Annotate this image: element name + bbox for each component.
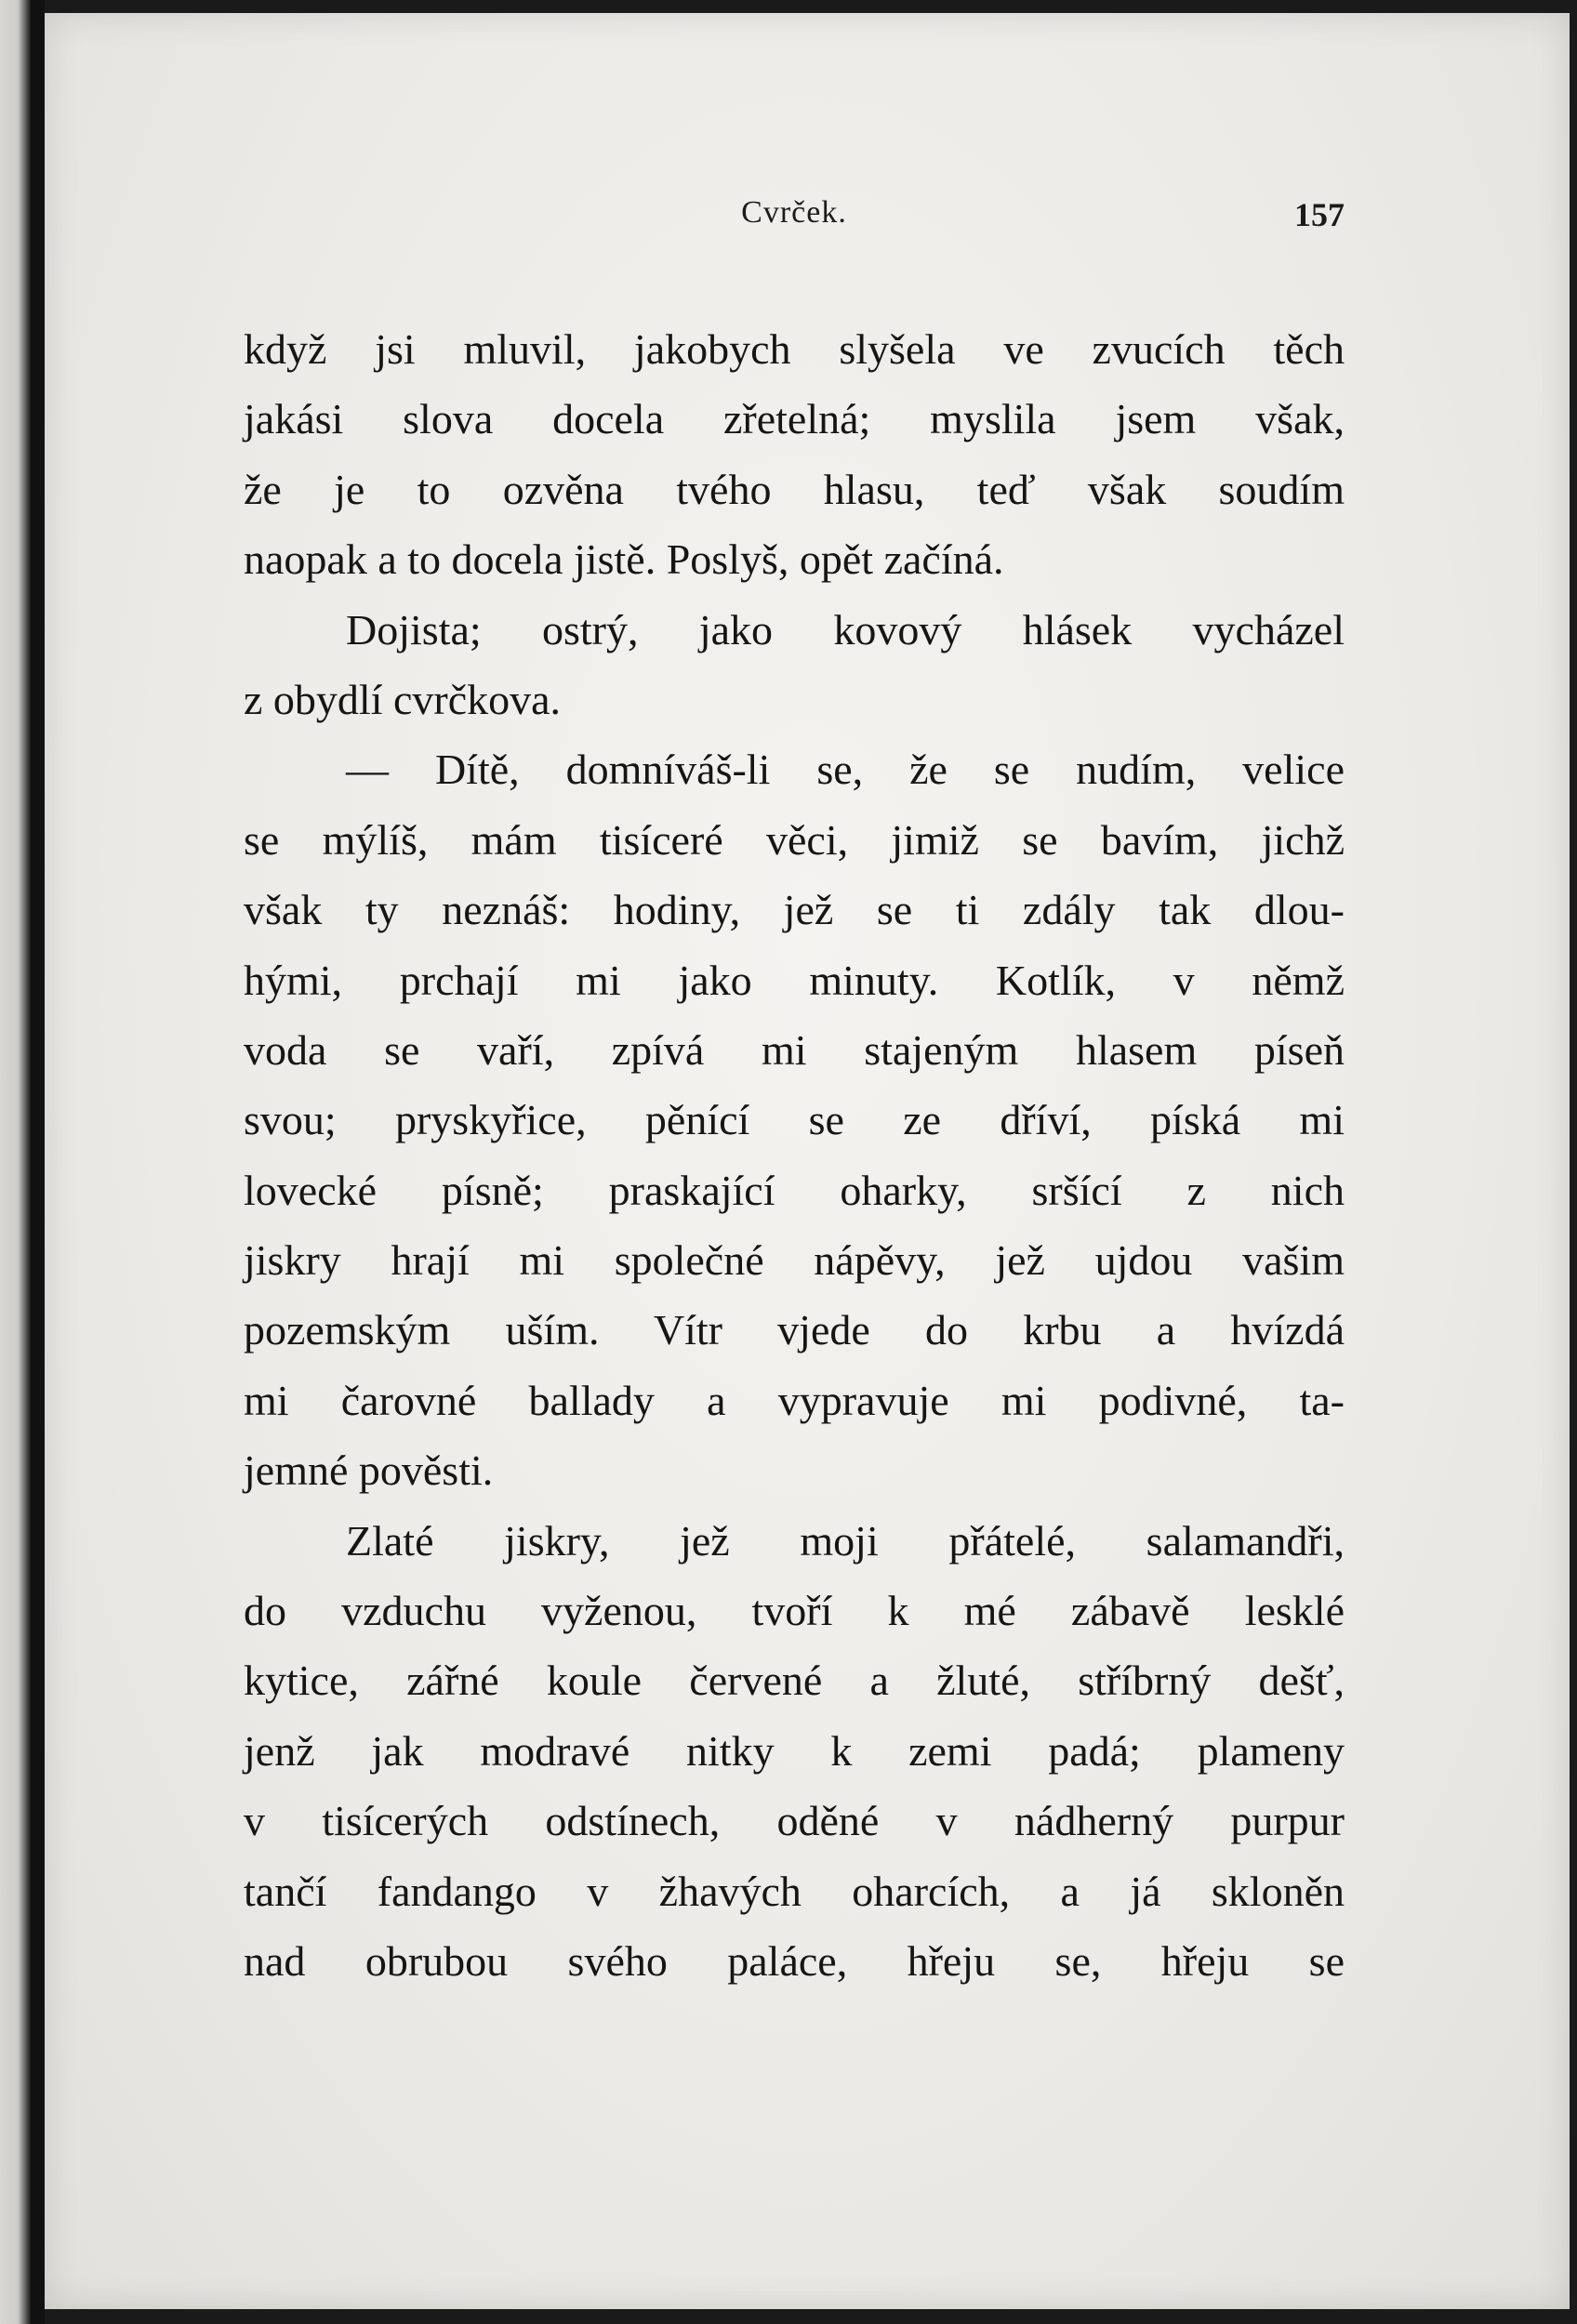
text-line: Dojista; ostrý, jako kovový hlásek vycházel [346, 605, 1345, 654]
text-line: pozemským uším. Vítr vjede do krbu a hvízdá [244, 1306, 1345, 1354]
text-line: z obydlí cvrčkova. [244, 675, 562, 723]
text-line: že je to ozvěna tvého hlasu, teď však soudím [244, 465, 1345, 513]
book-spine-edge [0, 0, 45, 2324]
text-line: když jsi mluvil, jakobych slyšela ve zvucích těch [244, 325, 1345, 373]
text-line: Zlaté jiskry, jež moji přátelé, salamandři, [346, 1516, 1345, 1565]
running-title: Cvrček. [741, 195, 847, 230]
text-line: tančí fandango v žhavých oharcích, a já skloněn [244, 1867, 1345, 1915]
text-line: jemné pověsti. [244, 1446, 494, 1495]
text-line: mi čarovné ballady a vypravuje mi podivné, ta- [244, 1376, 1345, 1424]
text-line: — Dítě, domníváš-li se, že se nudím, velice [346, 746, 1345, 794]
text-line: jakási slova docela zřetelná; myslila jsem však, [244, 395, 1345, 443]
text-line: v tisícerých odstínech, oděné v nádherný purpur [244, 1797, 1345, 1845]
page-number: 157 [1294, 196, 1345, 233]
text-line: kytice, zářné koule červené a žluté, stříbrný dešť, [244, 1657, 1345, 1705]
text-line: hými, prchají mi jako minuty. Kotlík, v němž [244, 956, 1345, 1004]
text-line: svou; pryskyřice, pěnící se ze dříví, píská mi [244, 1096, 1345, 1144]
text-line: jenž jak modravé nitky k zemi padá; plameny [244, 1726, 1345, 1775]
text-line: do vzduchu vyženou, tvoří k mé zábavě lesklé [244, 1587, 1345, 1635]
text-line: voda se vaří, zpívá mi stajeným hlasem píseň [244, 1025, 1345, 1074]
page-header [244, 195, 1345, 242]
text-line: lovecké písně; praskající oharky, sršící z nich [244, 1166, 1345, 1214]
body-text [244, 314, 1345, 1996]
text-line: jiskry hrají mi společné nápěvy, jež ujdou vašim [244, 1236, 1345, 1285]
text-line: se mýlíš, mám tisíceré věci, jimiž se bavím, jichž [244, 815, 1345, 864]
text-line: však ty neznáš: hodiny, jež se ti zdály tak dlou- [244, 886, 1345, 934]
text-line: nad obrubou svého paláce, hřeju se, hřeju se [244, 1936, 1345, 1985]
text-line: naopak a to docela jistě. Poslyš, opět začíná. [244, 535, 1004, 584]
